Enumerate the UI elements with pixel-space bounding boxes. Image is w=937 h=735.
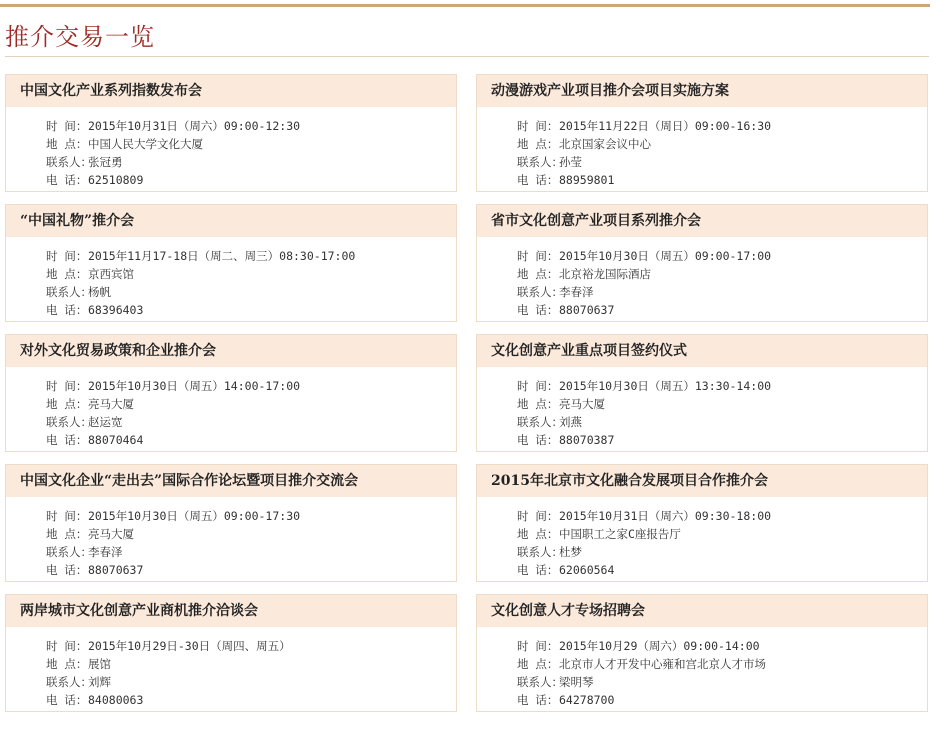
page-title: 推介交易一览 — [5, 23, 155, 51]
event-time: 2015年11月17-18日（周二、周三）08:30-17:00 — [88, 249, 356, 263]
place-label: 地 点： — [517, 397, 559, 411]
event-phone-row — [46, 691, 456, 709]
time-label: 时 间： — [517, 249, 559, 263]
event-place: 中国职工之家C座报告厅 — [559, 527, 681, 541]
place-label: 地 点： — [46, 657, 88, 671]
contact-label: 联系人： — [517, 545, 563, 559]
time-label: 时 间： — [46, 639, 88, 653]
event-place-row — [46, 525, 456, 543]
event-place: 亮马大厦 — [88, 397, 134, 411]
event-contact-row — [517, 543, 927, 561]
place-label: 地 点： — [517, 137, 559, 151]
event-details — [477, 627, 927, 709]
time-label: 时 间： — [46, 249, 88, 263]
event-contact: 刘辉 — [88, 675, 111, 689]
phone-label: 电 话： — [517, 433, 559, 447]
event-phone-row — [46, 171, 456, 189]
event-place-row — [46, 135, 456, 153]
event-phone: 64278700 — [559, 693, 615, 707]
event-contact: 孙莹 — [559, 155, 582, 169]
event-card — [5, 464, 457, 582]
event-phone-row — [517, 431, 927, 449]
event-contact-row — [517, 413, 927, 431]
event-phone-row — [46, 431, 456, 449]
event-time: 2015年10月29日-30日（周四、周五） — [88, 639, 291, 653]
phone-label: 电 话： — [46, 563, 88, 577]
contact-label: 联系人： — [46, 285, 92, 299]
place-label: 地 点： — [46, 527, 88, 541]
event-time-row — [46, 637, 456, 655]
event-card — [5, 74, 457, 192]
event-grid — [5, 74, 929, 712]
phone-label: 电 话： — [517, 303, 559, 317]
event-place-row — [517, 395, 927, 413]
phone-label: 电 话： — [46, 173, 88, 187]
event-details — [477, 107, 927, 189]
contact-label: 联系人： — [46, 155, 92, 169]
event-place-row — [46, 265, 456, 283]
place-label: 地 点： — [46, 397, 88, 411]
event-title[interactable]: 省市文化创意产业项目系列推介会 — [477, 205, 927, 237]
time-label: 时 间： — [517, 379, 559, 393]
event-time-row — [46, 377, 456, 395]
time-label: 时 间： — [517, 639, 559, 653]
contact-label: 联系人： — [517, 415, 563, 429]
event-details — [6, 237, 456, 319]
time-label: 时 间： — [46, 119, 88, 133]
top-divider — [0, 4, 930, 7]
event-title[interactable]: 两岸城市文化创意产业商机推介洽谈会 — [6, 595, 456, 627]
event-phone: 88070637 — [559, 303, 615, 317]
event-phone: 62060564 — [559, 563, 615, 577]
event-phone: 68396403 — [88, 303, 144, 317]
event-time: 2015年10月30日（周五）09:00-17:30 — [88, 509, 301, 523]
event-contact: 杜梦 — [559, 545, 582, 559]
contact-label: 联系人： — [517, 285, 563, 299]
event-time-row — [46, 247, 456, 265]
event-title[interactable]: 中国文化产业系列指数发布会 — [6, 75, 456, 107]
event-phone-row — [517, 691, 927, 709]
event-time: 2015年10月30日（周五）13:30-14:00 — [559, 379, 772, 393]
event-contact-row — [46, 673, 456, 691]
event-contact: 杨帆 — [88, 285, 111, 299]
event-details — [477, 237, 927, 319]
contact-label: 联系人： — [517, 155, 563, 169]
event-card — [476, 204, 928, 322]
event-place: 北京市人才开发中心雍和宫北京人才市场 — [559, 657, 766, 671]
event-place: 亮马大厦 — [88, 527, 134, 541]
event-title[interactable]: 对外文化贸易政策和企业推介会 — [6, 335, 456, 367]
event-title[interactable]: 中国文化企业“走出去”国际合作论坛暨项目推介交流会 — [6, 465, 456, 497]
event-place-row — [517, 655, 927, 673]
event-time: 2015年11月22日（周日）09:00-16:30 — [559, 119, 772, 133]
event-place: 中国人民大学文化大厦 — [88, 137, 203, 151]
event-details — [6, 627, 456, 709]
event-phone: 62510809 — [88, 173, 144, 187]
event-time-row — [517, 377, 927, 395]
event-time-row — [517, 117, 927, 135]
event-contact-row — [46, 413, 456, 431]
phone-label: 电 话： — [46, 303, 88, 317]
event-phone-row — [517, 301, 927, 319]
event-phone: 88070637 — [88, 563, 144, 577]
event-contact: 梁明琴 — [559, 675, 594, 689]
event-phone: 88070464 — [88, 433, 144, 447]
event-place: 京西宾馆 — [88, 267, 134, 281]
event-details — [477, 497, 927, 579]
event-time: 2015年10月29（周六）09:00-14:00 — [559, 639, 760, 653]
event-place: 亮马大厦 — [559, 397, 605, 411]
phone-label: 电 话： — [46, 433, 88, 447]
contact-label: 联系人： — [46, 675, 92, 689]
time-label: 时 间： — [517, 509, 559, 523]
event-time: 2015年10月30日（周五）14:00-17:00 — [88, 379, 301, 393]
event-details — [477, 367, 927, 449]
event-time: 2015年10月30日（周五）09:00-17:00 — [559, 249, 772, 263]
event-time-row — [46, 507, 456, 525]
event-card — [5, 204, 457, 322]
event-phone: 88959801 — [559, 173, 615, 187]
title-divider — [5, 56, 929, 57]
event-details — [6, 107, 456, 189]
event-title[interactable]: “中国礼物”推介会 — [6, 205, 456, 237]
event-phone-row — [517, 561, 927, 579]
event-place: 北京裕龙国际酒店 — [559, 267, 651, 281]
event-contact-row — [517, 153, 927, 171]
contact-label: 联系人： — [517, 675, 563, 689]
event-time-row — [46, 117, 456, 135]
contact-label: 联系人： — [46, 415, 92, 429]
event-card — [476, 464, 928, 582]
event-place-row — [46, 395, 456, 413]
place-label: 地 点： — [46, 137, 88, 151]
phone-label: 电 话： — [517, 693, 559, 707]
event-phone: 88070387 — [559, 433, 615, 447]
event-contact-row — [517, 283, 927, 301]
time-label: 时 间： — [46, 379, 88, 393]
event-phone-row — [517, 171, 927, 189]
phone-label: 电 话： — [46, 693, 88, 707]
event-place-row — [517, 135, 927, 153]
event-contact: 赵运宽 — [88, 415, 123, 429]
event-place: 展馆 — [88, 657, 111, 671]
phone-label: 电 话： — [517, 173, 559, 187]
phone-label: 电 话： — [517, 563, 559, 577]
event-contact-row — [46, 153, 456, 171]
event-place: 北京国家会议中心 — [559, 137, 651, 151]
event-time-row — [517, 507, 927, 525]
event-contact-row — [517, 673, 927, 691]
event-contact: 张冠勇 — [88, 155, 123, 169]
event-card — [5, 334, 457, 452]
event-time: 2015年10月31日（周六）09:30-18:00 — [559, 509, 772, 523]
event-card — [476, 594, 928, 712]
place-label: 地 点： — [517, 657, 559, 671]
event-contact: 刘燕 — [559, 415, 582, 429]
event-title[interactable]: 文化创意产业重点项目签约仪式 — [477, 335, 927, 367]
time-label: 时 间： — [517, 119, 559, 133]
time-label: 时 间： — [46, 509, 88, 523]
event-details — [6, 367, 456, 449]
event-contact: 李春泽 — [88, 545, 123, 559]
contact-label: 联系人： — [46, 545, 92, 559]
event-contact-row — [46, 543, 456, 561]
event-title[interactable]: 2015年北京市文化融合发展项目合作推介会 — [477, 465, 927, 497]
event-time: 2015年10月31日（周六）09:00-12:30 — [88, 119, 301, 133]
event-phone: 84080063 — [88, 693, 144, 707]
event-card — [5, 594, 457, 712]
event-contact-row — [46, 283, 456, 301]
event-place-row — [46, 655, 456, 673]
place-label: 地 点： — [517, 267, 559, 281]
event-card — [476, 334, 928, 452]
place-label: 地 点： — [517, 527, 559, 541]
event-contact: 李春泽 — [559, 285, 594, 299]
event-place-row — [517, 525, 927, 543]
event-card — [476, 74, 928, 192]
event-details — [6, 497, 456, 579]
event-title[interactable]: 动漫游戏产业项目推介会项目实施方案 — [477, 75, 927, 107]
event-phone-row — [46, 301, 456, 319]
place-label: 地 点： — [46, 267, 88, 281]
event-phone-row — [46, 561, 456, 579]
event-time-row — [517, 637, 927, 655]
event-place-row — [517, 265, 927, 283]
event-time-row — [517, 247, 927, 265]
event-title[interactable]: 文化创意人才专场招聘会 — [477, 595, 927, 627]
